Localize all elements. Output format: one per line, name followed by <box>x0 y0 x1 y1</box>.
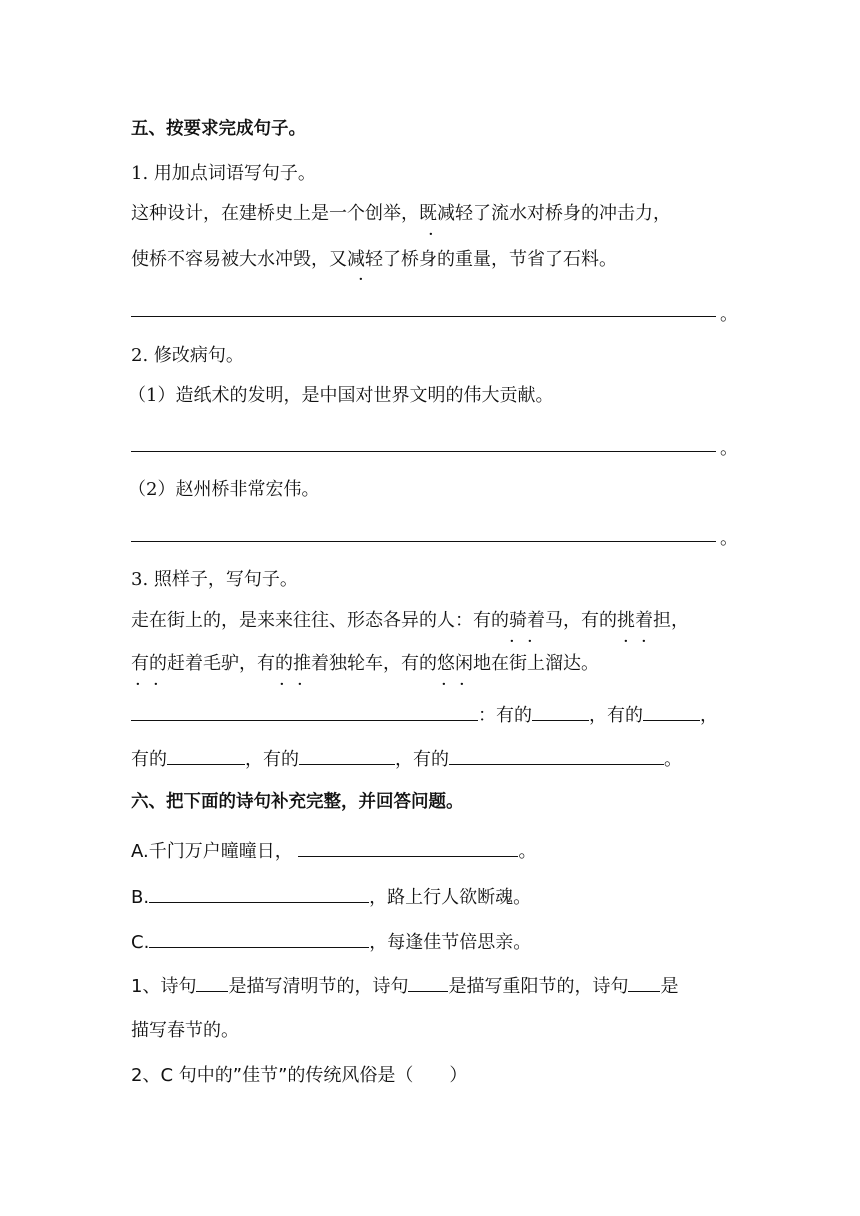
q3-fill-row1: ：有的 ，有的 ， <box>131 702 718 728</box>
emphasis-dot: · <box>297 674 303 695</box>
q3-blank-1[interactable] <box>532 702 589 721</box>
emphasis-dot: · <box>527 631 533 652</box>
q2-item2: （2）赵州桥非常宏伟。 <box>128 479 320 500</box>
q3-blank-4[interactable] <box>299 746 395 765</box>
q3-example-line2: 有的赶着毛驴，有的推着独轮车，有的悠闲地在街上溜达。 <box>131 653 599 674</box>
emphasis-dot: · <box>459 674 465 695</box>
poem-b-blank[interactable] <box>149 884 369 903</box>
q2-item1-period: 。 <box>720 438 738 459</box>
q2-title: 2. 修改病句。 <box>131 345 244 366</box>
section6-heading: 六、把下面的诗句补充完整，并回答问题。 <box>131 792 464 812</box>
poem-line-b: B. ，路上行人欲断魂。 <box>131 884 531 910</box>
q3-example-line1: 走在街上的，是来来往往、形态各异的人：有的骑着马，有的挑着担， <box>131 610 689 631</box>
section5-heading: 五、按要求完成句子。 <box>131 119 306 139</box>
q1-title: 1. 用加点词语写句子。 <box>131 163 316 184</box>
q-blank-chunjie[interactable] <box>628 973 660 992</box>
q2-item2-period: 。 <box>720 528 738 549</box>
emphasis-dot: · <box>279 674 285 695</box>
q2-item1-answer-line[interactable] <box>131 451 716 452</box>
q3-blank-subject[interactable] <box>131 702 478 721</box>
emphasis-dot: · <box>135 674 141 695</box>
q-blank-chongyang[interactable] <box>408 973 448 992</box>
emphasis-dot: · <box>358 269 364 290</box>
emphasis-dot: · <box>441 674 447 695</box>
q3-blank-2[interactable] <box>643 702 700 721</box>
emphasis-dot: · <box>623 631 629 652</box>
poem-question-1: 1、诗句 是描写清明节的，诗句 是描写重阳节的，诗句 是 <box>131 973 678 999</box>
poem-question-1-line2: 描写春节的。 <box>131 1020 239 1041</box>
q1-sentence-line1: 这种设计，在建桥史上是一个创举，既减轻了流水对桥身的冲击力， <box>131 203 671 224</box>
emphasis-dot: · <box>641 631 647 652</box>
q3-blank-3[interactable] <box>167 746 245 765</box>
poem-line-a: A.千门万户曈曈日， 。 <box>131 838 536 864</box>
emphasis-dot: · <box>153 674 159 695</box>
q2-item1: （1）造纸术的发明，是中国对世界文明的伟大贡献。 <box>128 385 554 406</box>
poem-a-blank[interactable] <box>298 838 518 857</box>
emphasis-dot: · <box>428 224 434 245</box>
poem-line-c: C. ，每逢佳节倍思亲。 <box>131 929 531 955</box>
q2-item2-answer-line[interactable] <box>131 541 716 542</box>
q1-answer-line[interactable] <box>131 316 716 317</box>
q3-title: 3. 照样子，写句子。 <box>131 569 298 590</box>
poem-question-2: 2、C 句中的”佳节”的传统风俗是（ ） <box>131 1065 468 1086</box>
q1-answer-period: 。 <box>720 304 738 325</box>
poem-c-blank[interactable] <box>149 929 369 948</box>
emphasis-dot: · <box>509 631 515 652</box>
q3-fill-row2: 有的 ，有的 ，有的 。 <box>131 746 682 772</box>
q3-blank-5[interactable] <box>449 746 664 765</box>
q1-sentence-line2: 使桥不容易被大水冲毁，又减轻了桥身的重量，节省了石料。 <box>131 249 617 270</box>
q-blank-qingming[interactable] <box>196 973 228 992</box>
